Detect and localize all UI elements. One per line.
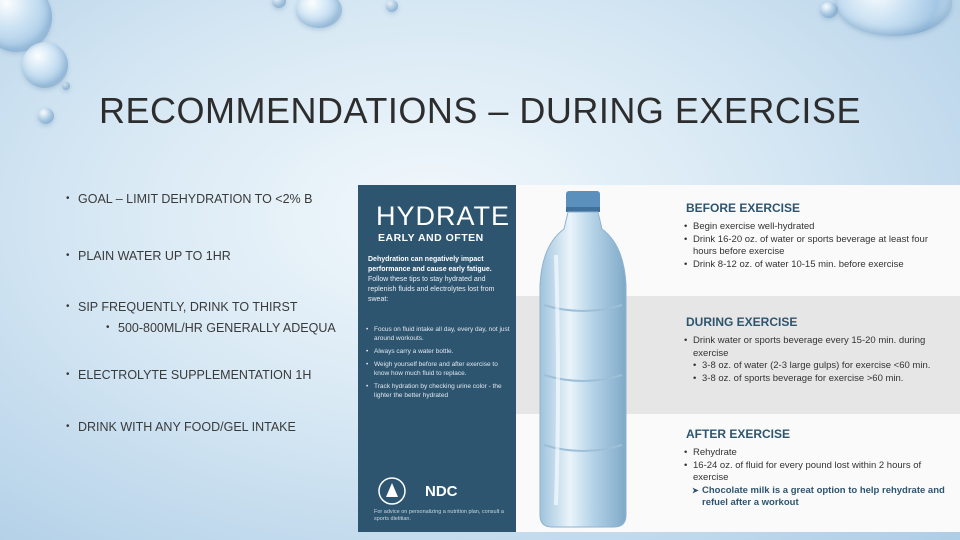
before-item: • Drink 8-12 oz. of water 10-15 min. before exercise (684, 259, 954, 272)
water-bubble-decoration (820, 2, 838, 18)
slide-title: RECOMMENDATIONS – DURING EXERCISE (99, 90, 861, 131)
hydration-poster (358, 185, 960, 532)
poster-subtitle: EARLY AND OFTEN (378, 232, 484, 244)
poster-right-panel (516, 185, 960, 532)
during-exercise-list (684, 335, 954, 385)
during-subitem: • 3-8 oz. of sports beverage for exercise >60 min. (684, 373, 954, 386)
bullet-item: • ELECTROLYTE SUPPLEMENTATION 1H (78, 368, 311, 382)
water-bottle-image (516, 185, 656, 532)
during-exercise-heading: DURING EXERCISE (686, 315, 798, 329)
after-exercise-list (684, 447, 954, 510)
before-item: • Drink 16-20 oz. of water or sports beverage at least four hours before exercise (684, 234, 954, 259)
water-bubble-decoration (386, 0, 398, 12)
poster-title: HYDRATE (376, 201, 511, 231)
poster-tips-list (366, 325, 510, 404)
poster-tip: • Track hydration by checking urine color - the lighter the better hydrated (366, 382, 510, 400)
poster-tip: • Always carry a water bottle. (366, 347, 510, 356)
bullet-item: • GOAL – LIMIT DEHYDRATION TO <2% B (78, 192, 312, 206)
poster-footnote: For advice on personalizing a nutrition plan, consult a sports dietitian. (374, 509, 504, 522)
after-exercise-heading: AFTER EXERCISE (686, 427, 791, 441)
before-exercise-heading: BEFORE EXERCISE (686, 201, 801, 215)
water-bubble-decoration (272, 0, 286, 8)
poster-intro-bold: Dehydration can negatively impact performance and cause early fatigue. (368, 256, 492, 273)
during-item: • Drink water or sports beverage every 15-20 min. during exercise (684, 335, 954, 360)
bullet-item: • PLAIN WATER UP TO 1HR (78, 249, 231, 263)
bullet-item: • SIP FREQUENTLY, DRINK TO THIRST (78, 300, 298, 314)
poster-intro (368, 255, 508, 305)
water-bubble-decoration (22, 42, 68, 88)
during-subitem: • 3-8 oz. of water (2-3 large gulps) for exercise <60 min. (684, 360, 954, 373)
poster-intro-rest: Follow these tips to stay hydrated and replenish fluids and electrolytes lost from sweat: (368, 276, 495, 303)
poster-left-panel (358, 185, 516, 532)
poster-tip: • Focus on fluid intake all day, every day, not just around workouts. (366, 325, 510, 343)
water-bubble-decoration (62, 82, 70, 90)
ndc-logo: NDC (425, 483, 458, 500)
before-item: • Begin exercise well-hydrated (684, 221, 954, 234)
poster-tip: • Weigh yourself before and after exercise to know how much fluid to replace. (366, 360, 510, 378)
after-tip: ➤ Chocolate milk is a great option to help rehydrate and refuel after a workout (684, 485, 954, 510)
before-exercise-list (684, 221, 954, 271)
cpsda-logo-icon (372, 477, 412, 507)
poster-logos (370, 477, 510, 527)
water-bubble-decoration (296, 0, 342, 28)
after-item: • 16-24 oz. of fluid for every pound lost within 2 hours of exercise (684, 460, 954, 485)
water-bubble-decoration (836, 0, 952, 36)
sub-bullet-item: • 500-800ML/HR GENERALLY ADEQUA (118, 321, 336, 335)
after-item: • Rehydrate (684, 447, 954, 460)
bullet-item: • DRINK WITH ANY FOOD/GEL INTAKE (78, 420, 296, 434)
